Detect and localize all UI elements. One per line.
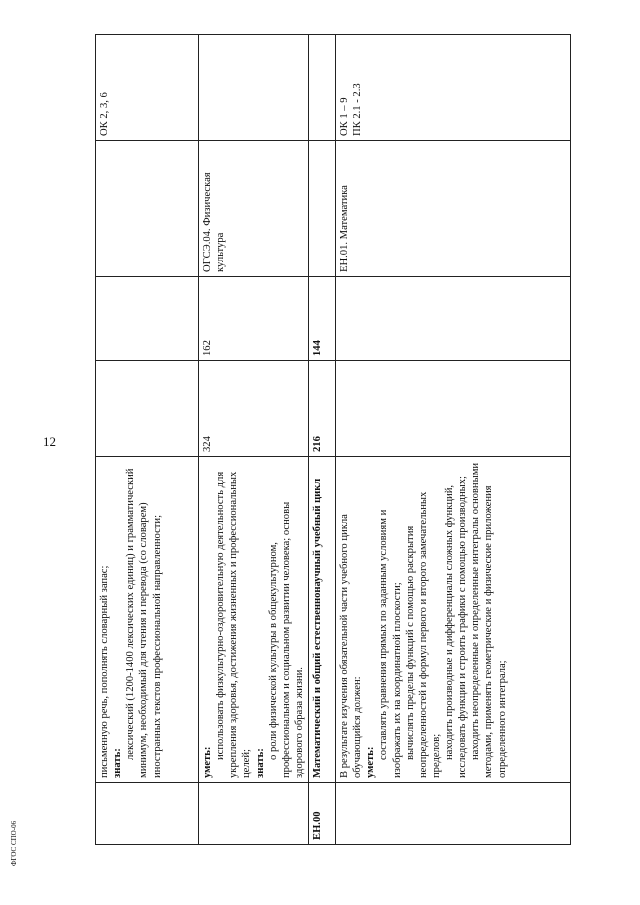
cell-required-load bbox=[96, 277, 199, 361]
cell-max-load bbox=[96, 361, 199, 457]
desc-line: находить неопределенные и определенные интегралы основными методами, применять геометрические и физические приложения определенного интеграла; bbox=[470, 462, 508, 778]
cell-description bbox=[309, 457, 336, 783]
curriculum-table-rotated bbox=[95, 35, 535, 845]
cell-code: ЕН.00 bbox=[309, 783, 336, 845]
cell-discipline: ЕН.01. Математика bbox=[336, 141, 571, 277]
cell-competences: ОК 2, 3, 6 bbox=[96, 35, 199, 141]
desc-line: лексический (1200-1400 лексических единиц) и грамматический минимум, необходимый для чтения и перевода (со словарем) иностранных текстов профессиональной направленности; bbox=[125, 468, 163, 778]
desc-line: использовать физкультурно-оздоровительную деятельность для укрепления здоровья, достижения жизненных и профессиональных целей; bbox=[215, 471, 253, 778]
cell-discipline: ОГСЭ.04. Физическая культура bbox=[199, 141, 309, 277]
desc-line: находить производные и дифференциалы сложных функций, исследовать функции и строить графики с помощью производных; bbox=[444, 476, 469, 778]
desc-line: В результате изучения обязательной части учебного цикла обучающийся должен: bbox=[339, 514, 364, 778]
table-row bbox=[309, 35, 336, 845]
cell-competences bbox=[199, 35, 309, 141]
cell-discipline bbox=[309, 141, 336, 277]
desc-line: Математический и общий естественнонаучный учебный цикл bbox=[312, 478, 323, 778]
desc-line: уметь: bbox=[202, 746, 213, 778]
cell-discipline bbox=[96, 141, 199, 277]
cell-max-load bbox=[336, 361, 571, 457]
cell-code bbox=[96, 783, 199, 845]
cell-required-load: 144 bbox=[309, 277, 336, 361]
cell-description bbox=[96, 457, 199, 783]
cell-competences bbox=[309, 35, 336, 141]
table-row bbox=[96, 35, 199, 845]
cell-max-load: 324 bbox=[199, 361, 309, 457]
curriculum-table bbox=[95, 34, 571, 845]
desc-line: о роли физической культуры в общекультурном, профессиональном и социальном развитии человека; основы здорового образа жизни. bbox=[267, 501, 305, 778]
table-row bbox=[199, 35, 309, 845]
cell-code bbox=[336, 783, 571, 845]
cell-competences: ОК 1 – 9 ПК 2.1 - 2.3 bbox=[336, 35, 571, 141]
desc-line: знать: bbox=[112, 748, 124, 778]
document-footer: ФГОС СПО-06 bbox=[10, 820, 18, 866]
desc-line: составлять уравнения прямых по заданным условиям и изображать их на координатной плоскости; bbox=[378, 509, 403, 778]
desc-line: вычислять пределы функций с помощью раскрытия неопределенностей и формул первого и второго замечательных пределов; bbox=[404, 491, 442, 778]
cell-required-load: 162 bbox=[199, 277, 309, 361]
cell-description bbox=[199, 457, 309, 783]
table-row bbox=[336, 35, 571, 845]
desc-line: письменную речь, пополнять словарный запас; bbox=[99, 565, 110, 778]
cell-required-load bbox=[336, 277, 571, 361]
page-number: 12 bbox=[43, 434, 56, 449]
cell-max-load: 216 bbox=[309, 361, 336, 457]
desc-line: уметь: bbox=[365, 746, 377, 778]
cell-description bbox=[336, 457, 571, 783]
desc-line: знать: bbox=[254, 748, 266, 778]
cell-code bbox=[199, 783, 309, 845]
